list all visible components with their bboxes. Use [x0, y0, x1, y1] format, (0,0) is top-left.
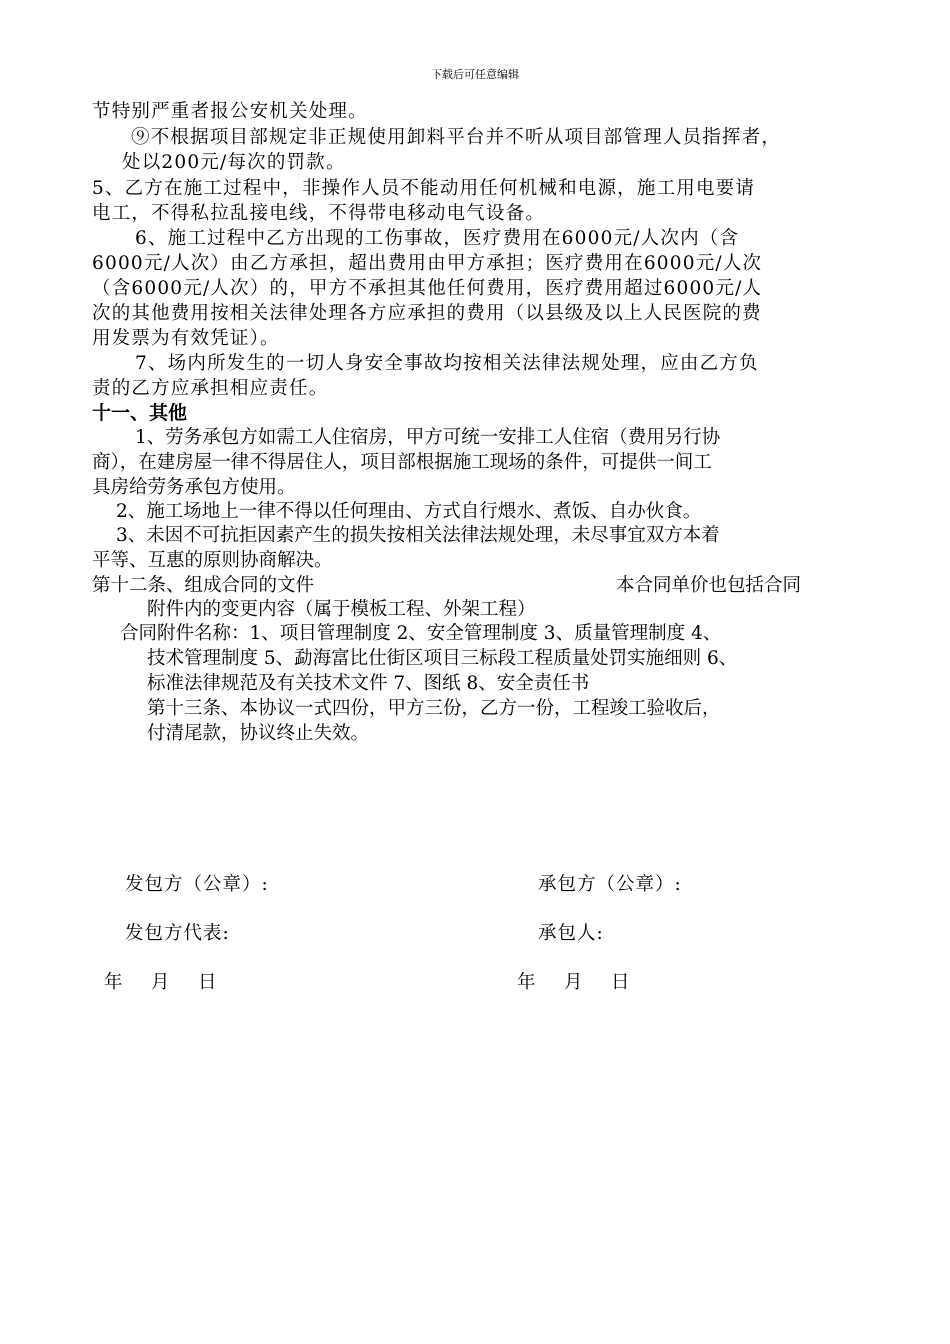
body-line: 6000元/人次）由乙方承担，超出费用由甲方承担；医疗费用在6000元/人次	[92, 253, 763, 274]
body-line: 合同附件名称：1、项目管理制度 2、安全管理制度 3、质量管理制度 4、	[120, 623, 722, 644]
body-line: 电工，不得私拉乱接电线，不得带电移动电气设备。	[92, 203, 546, 224]
party-a-date: 年 月 日	[104, 972, 218, 993]
party-a-seal-label: 发包方（公章）:	[125, 874, 269, 895]
body-line: 节特别严重者报公安机关处理。	[92, 101, 368, 122]
body-line: 2、施工场地上一律不得以任何理由、方式自行煨水、煮饭、自办伙食。	[116, 501, 702, 522]
body-line: 具房给劳务承包方使用。	[92, 477, 296, 498]
body-line: 技术管理制度 5、勐海富比仕街区项目三标段工程质量处罚实施细则 6、	[147, 648, 738, 669]
body-line: 处以200元/每次的罚款。	[122, 152, 346, 173]
body-line: 5、乙方在施工过程中，非操作人员不能动用任何机械和电源，施工用电要请	[92, 178, 756, 199]
body-line: 责的乙方应承担相应责任。	[92, 378, 329, 399]
body-line: 本合同单价也包括合同	[616, 575, 802, 596]
body-line: 附件内的变更内容（属于模板工程、外架工程）	[147, 599, 536, 620]
party-b-rep-label: 承包人:	[538, 923, 604, 944]
body-line: 1、劳务承包方如需工人住宿房，甲方可统一安排工人住宿（费用另行协	[135, 427, 721, 448]
body-line: 平等、互惠的原则协商解决。	[92, 550, 333, 571]
body-line: ⑨不根据项目部规定非正规使用卸料平台并不听从项目部管理人员指挥者，	[131, 127, 782, 148]
party-b-seal-label: 承包方（公章）:	[538, 874, 682, 895]
body-line: 商），在建房屋一律不得居住人，项目部根据施工现场的条件，可提供一间工	[92, 452, 712, 473]
section-heading: 十一、其他	[92, 402, 188, 424]
page-header: 下载后可任意编辑	[431, 68, 519, 81]
body-line: 6、施工过程中乙方出现的工伤事故，医疗费用在6000元/人次内（含	[135, 228, 740, 249]
body-line: 7、场内所发生的一切人身安全事故均按相关法律法规处理，应由乙方负	[135, 353, 759, 374]
body-line: 用发票为有效凭证）。	[92, 328, 280, 349]
body-line: 第十三条、本协议一式四份，甲方三份，乙方一份，工程竣工验收后，	[147, 698, 721, 719]
body-line: 付清尾款，协议终止失效。	[147, 723, 370, 744]
body-line: 3、未因不可抗拒因素产生的损失按相关法律法规处理，未尽事宜双方本着	[116, 525, 720, 546]
party-a-rep-label: 发包方代表:	[125, 923, 230, 944]
body-line: 第十二条、组成合同的文件	[92, 575, 315, 596]
party-b-date: 年 月 日	[517, 972, 631, 993]
body-line: 次的其他费用按相关法律处理各方应承担的费用（以县级及以上人民医院的费	[92, 303, 762, 324]
body-line: （含6000元/人次）的，甲方不承担其他任何费用，医疗费用超过6000元/人	[92, 278, 763, 299]
body-line: 标准法律规范及有关技术文件 7、图纸 8、安全责任书	[147, 673, 590, 694]
